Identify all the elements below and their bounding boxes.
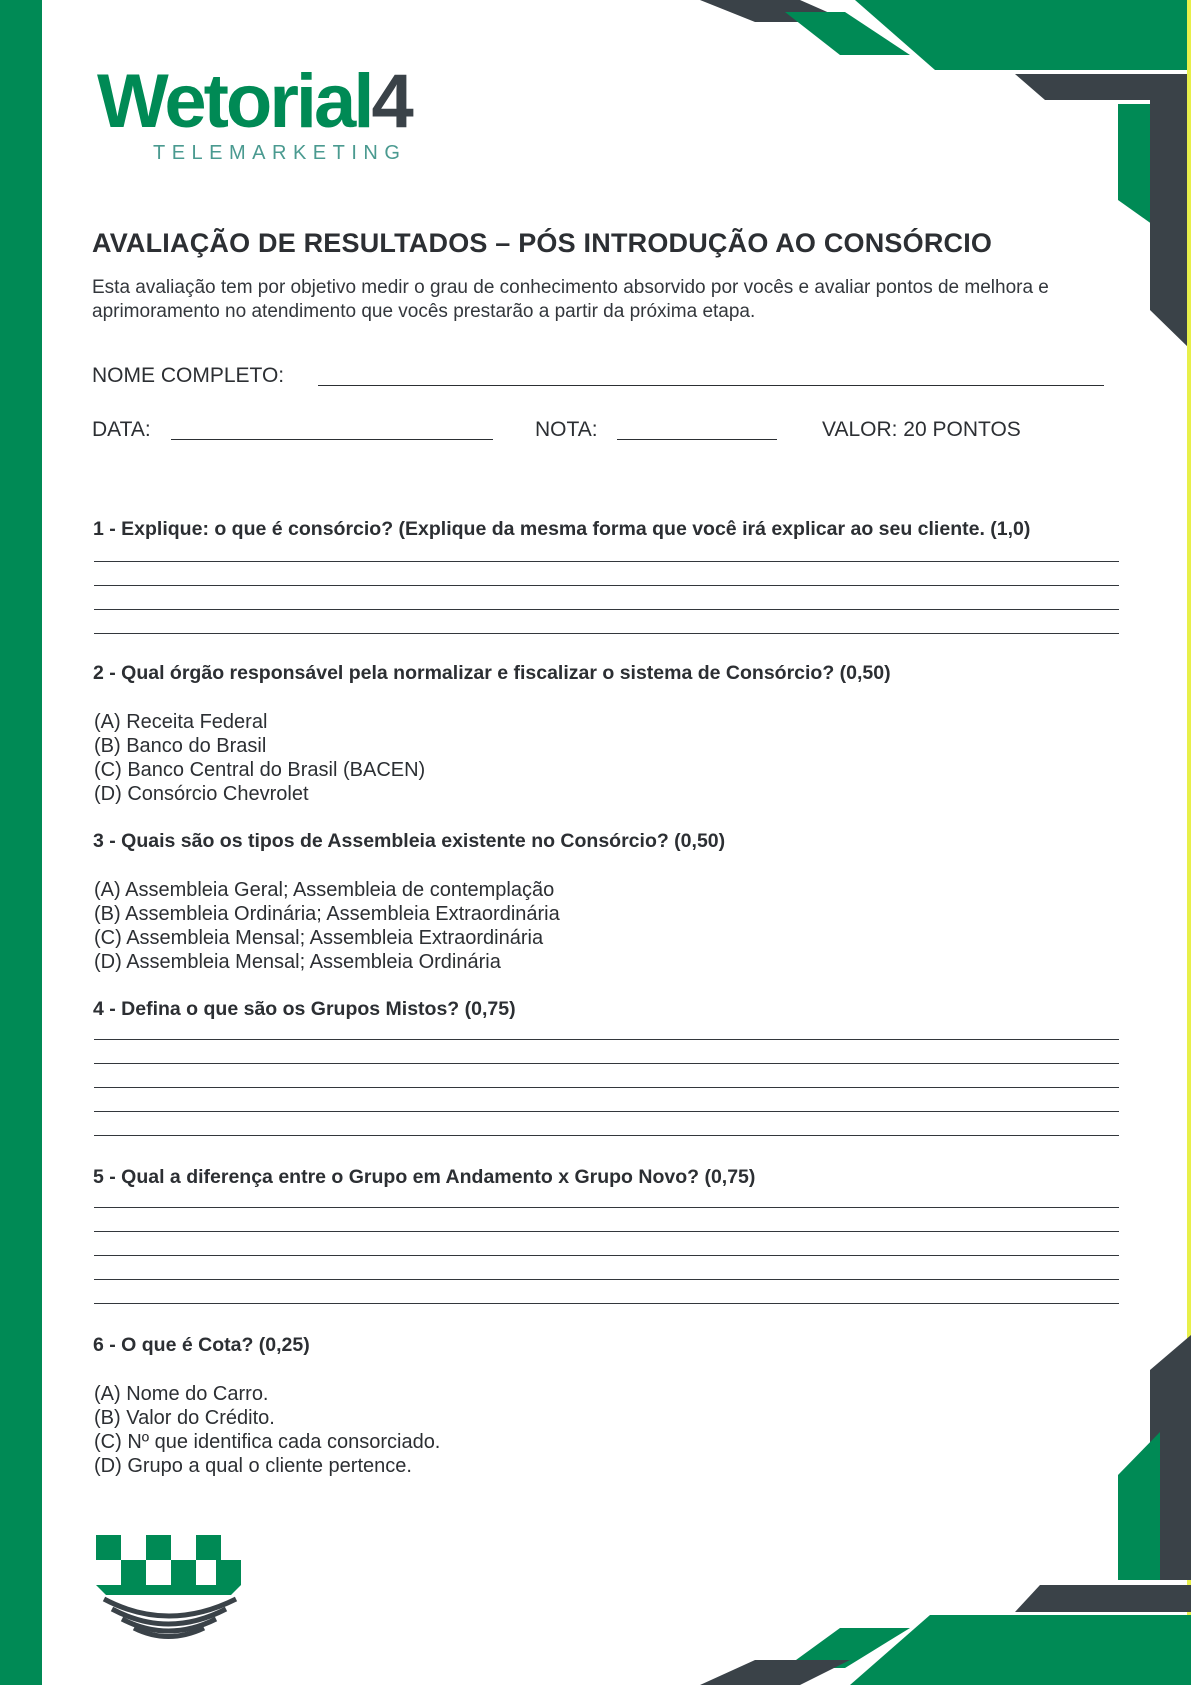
question-5: 5 - Qual a diferença entre o Grupo em Andamento x Grupo Novo? (0,75) (93, 1166, 756, 1188)
intro-text: Esta avaliação tem por objetivo medir o grau de conhecimento absorvido por vocês e avaliar pontos de melhora e aprimoramento no atendimento que vocês prestarão a partir da próxima etapa. (92, 277, 1049, 322)
options-q6 (94, 1382, 440, 1478)
top-dark-stripe (700, 0, 850, 22)
grade-label: NOTA: (535, 418, 598, 441)
emblem-icon (96, 1535, 248, 1643)
answer-line[interactable] (94, 1231, 1119, 1232)
option-a[interactable]: (A) Receita Federal (94, 711, 268, 733)
answer-line[interactable] (94, 1207, 1119, 1208)
page-title: AVALIAÇÃO DE RESULTADOS – PÓS INTRODUÇÃO AO CONSÓRCIO (92, 228, 993, 258)
answer-line[interactable] (94, 1135, 1119, 1136)
answer-line[interactable] (94, 1087, 1119, 1088)
top-green-stripe-a (785, 12, 910, 55)
right-dark-block-bottom (1150, 1335, 1191, 1580)
option-d[interactable]: (D) Consórcio Chevrolet (94, 783, 309, 805)
right-yellow-edge (1187, 0, 1191, 1685)
answer-line[interactable] (94, 1303, 1119, 1304)
value-text: VALOR: 20 PONTOS (822, 418, 1021, 441)
top-green-band (855, 0, 1191, 70)
brand-name: Wetorial4 (97, 59, 414, 144)
option-d[interactable]: (D) Assembleia Mensal; Assembleia Ordinária (94, 951, 501, 973)
option-b[interactable]: (B) Banco do Brasil (94, 735, 267, 757)
question-4: 4 - Defina o que são os Grupos Mistos? (0,75) (93, 998, 516, 1020)
options-q2 (94, 710, 425, 806)
question-3: 3 - Quais são os tipos de Assembleia existente no Consórcio? (0,50) (93, 830, 726, 852)
answer-line[interactable] (94, 561, 1119, 562)
bottom-dark-band (1015, 1585, 1191, 1612)
date-field[interactable] (171, 439, 493, 440)
option-b[interactable]: (B) Valor do Crédito. (94, 1407, 275, 1429)
question-2: 2 - Qual órgão responsável pela normalizar e fiscalizar o sistema de Consórcio? (0,50) (93, 662, 891, 684)
left-green-bar (0, 0, 42, 1685)
right-dark-block-top (1150, 100, 1191, 350)
answer-line[interactable] (94, 1255, 1119, 1256)
options-q3 (94, 878, 560, 974)
name-field[interactable] (318, 385, 1104, 386)
answer-line[interactable] (94, 1111, 1119, 1112)
top-dark-band (1015, 74, 1191, 100)
option-c[interactable]: (C) Assembleia Mensal; Assembleia Extraordinária (94, 927, 544, 949)
date-label: DATA: (92, 418, 151, 441)
answer-line[interactable] (94, 609, 1119, 610)
name-label: NOME COMPLETO: (92, 364, 285, 387)
option-c[interactable]: (C) Nº que identifica cada consorciado. (94, 1431, 441, 1453)
answer-line[interactable] (94, 585, 1119, 586)
right-green-block-bottom (1118, 1432, 1160, 1580)
question-6: 6 - O que é Cota? (0,25) (93, 1334, 310, 1356)
answer-line[interactable] (94, 633, 1119, 634)
option-a[interactable]: (A) Nome do Carro. (94, 1383, 269, 1405)
option-c[interactable]: (C) Banco Central do Brasil (BACEN) (94, 759, 426, 781)
option-b[interactable]: (B) Assembleia Ordinária; Assembleia Extraordinária (94, 903, 560, 925)
answer-line[interactable] (94, 1279, 1119, 1280)
option-d[interactable]: (D) Grupo a qual o cliente pertence. (94, 1455, 412, 1477)
option-a[interactable]: (A) Assembleia Geral; Assembleia de contemplação (94, 879, 555, 901)
answer-line[interactable] (94, 1063, 1119, 1064)
bottom-dark-stripe (700, 1660, 850, 1685)
bottom-green-band (850, 1615, 1191, 1685)
grade-field[interactable] (617, 439, 777, 440)
bottom-green-stripe (785, 1628, 910, 1668)
answer-line[interactable] (94, 1039, 1119, 1040)
right-green-block-top (1118, 104, 1191, 252)
brand-logo (97, 59, 414, 165)
brand-tagline: TELEMARKETING (153, 142, 407, 164)
question-1: 1 - Explique: o que é consórcio? (Explique da mesma forma que você irá explicar ao seu cliente. (1,0) (93, 518, 1031, 540)
